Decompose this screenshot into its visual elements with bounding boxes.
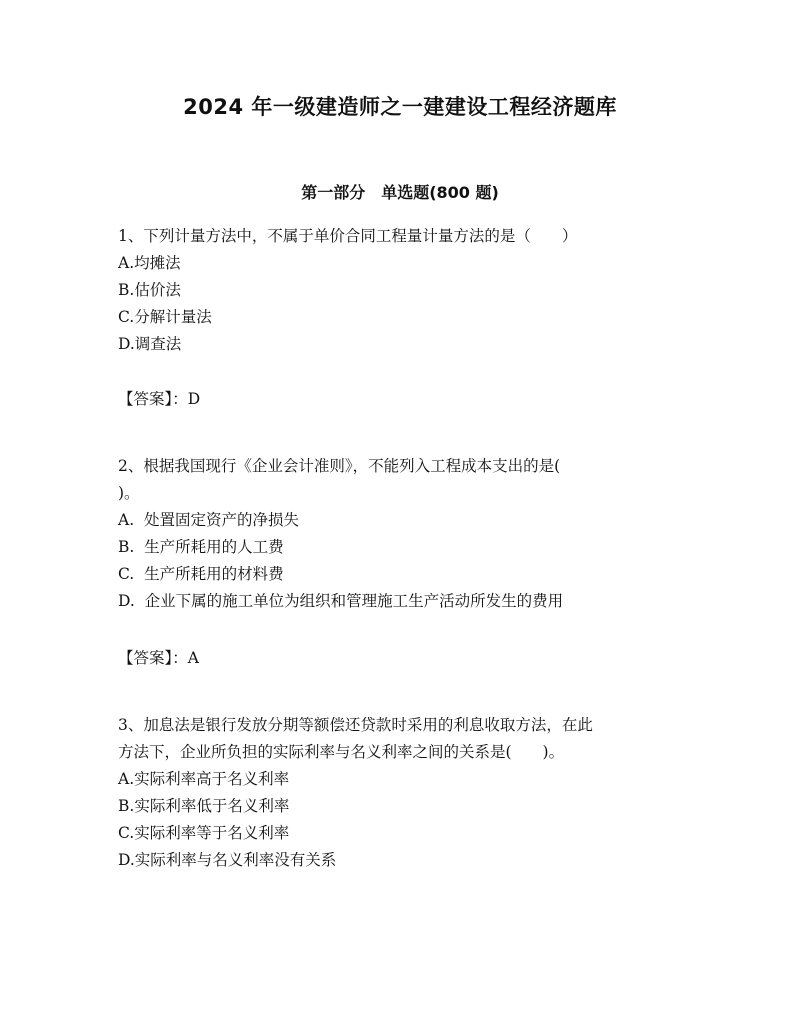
option-c: C.实际利率等于名义利率 [118,824,290,842]
option-c: C. 生产所耗用的材料费 [118,565,284,583]
option-a: A. 处置固定资产的净损失 [118,511,299,529]
question-1 [118,223,688,358]
question-stem: 2、根据我国现行《企业会计准则》，不能列入工程成本支出的是( [118,457,561,475]
option-b: B.估价法 [118,281,181,299]
section-heading: 第一部分 单选题(800 题) [301,183,499,202]
option-d: D. 企业下属的施工单位为组织和管理施工生产活动所发生的费用 [118,592,564,610]
question-stem-continued: 方法下，企业所负担的实际利率与名义利率之间的关系是( )。 [118,743,565,761]
option-b: B.实际利率低于名义利率 [118,797,290,815]
answer-2: 【答案】：A [118,649,199,667]
option-a: A.均摊法 [118,254,181,272]
question-stem: 3、加息法是银行发放分期等额偿还贷款时采用的利息收取方法，在此 [118,716,593,734]
document-title: 2024 年一级建造师之一建建设工程经济题库 [183,95,617,119]
question-stem: 1、下列计量方法中，不属于单价合同工程量计量方法的是（ ） [118,227,578,245]
option-d: D.调查法 [118,335,182,353]
question-3 [118,712,688,874]
question-2 [118,453,688,615]
option-a: A.实际利率高于名义利率 [118,770,290,788]
question-stem-continued: )。 [118,484,140,502]
option-d: D.实际利率与名义利率没有关系 [118,851,337,869]
answer-1: 【答案】：D [118,390,201,408]
option-c: C.分解计量法 [118,308,212,326]
option-b: B. 生产所耗用的人工费 [118,538,284,556]
